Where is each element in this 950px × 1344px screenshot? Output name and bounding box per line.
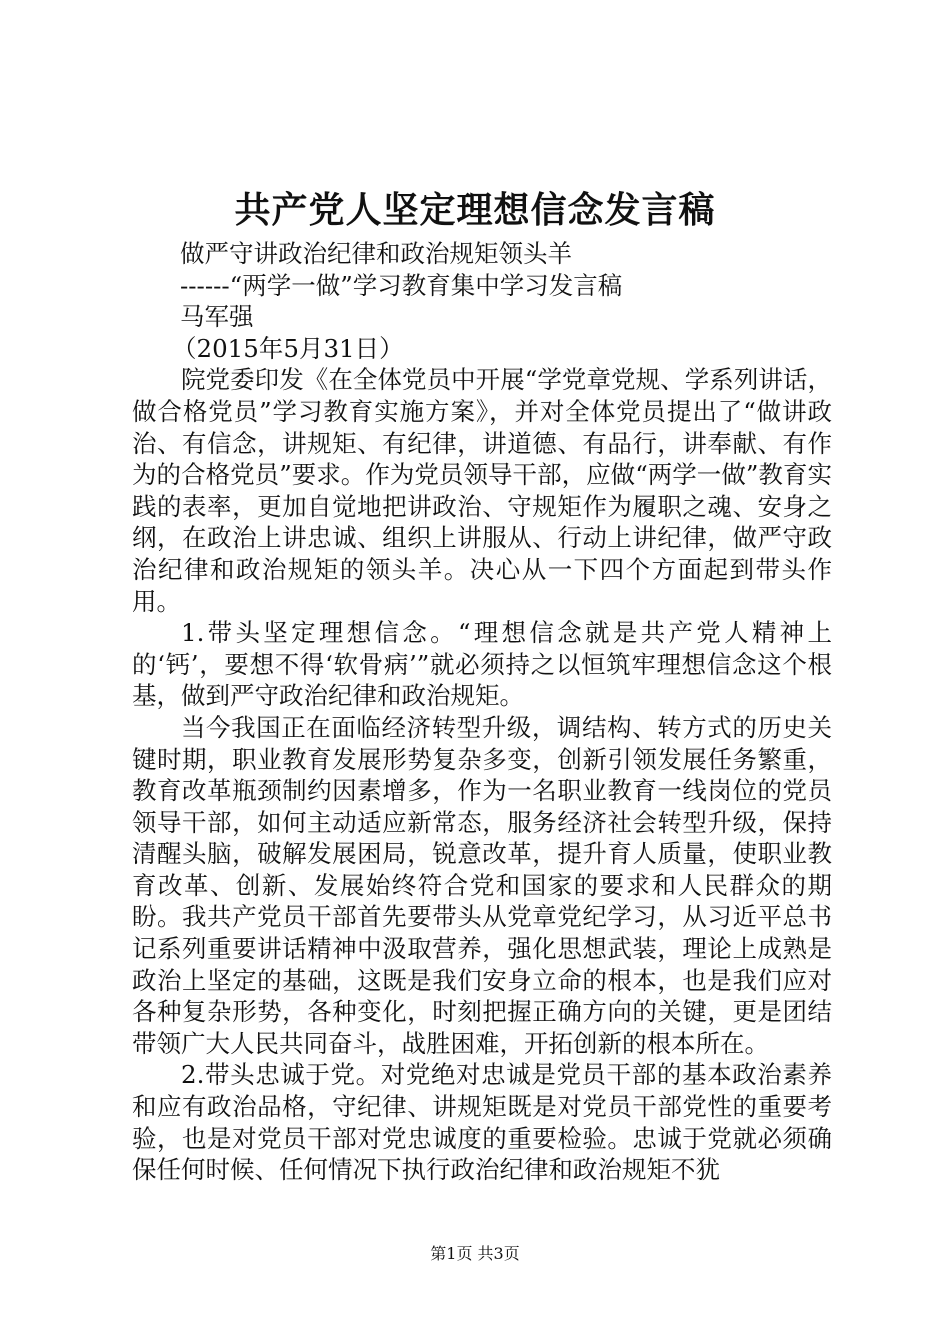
document-title: 共产党人坚定理想信念发言稿 [234,189,716,231]
subtitle-line-2: ------“两学一做”学习教育集中学习发言稿 [180,270,623,300]
paragraph-point-1: 1.带头坚定理想信念。“理想信念就是共产党人精神上的‘钙’，要想不得‘软骨病’”就必须持之以恒筑牢理想信念这个根基，做到严守政治纪律和政治规矩。 [132,618,832,711]
subtitle: 做严守讲政治纪律和政治规矩领头羊 [180,239,572,268]
page-footer: 第1页 共3页 [430,1244,520,1263]
paragraph-point-2: 2.带头忠诚于党。对党绝对忠诚是党员干部的基本政治素养和应有政治品格，守纪律、讲规矩既是对党员干部党性的重要考验，也是对党员干部对党忠诚度的重要检验。忠诚于党就必须确保任何时候、任何情况下执行政治纪律和政治规矩不犹 [132,1060,832,1185]
date: （2015年5月31日） [172,333,404,363]
author: 马军强 [180,302,254,332]
paragraph-context: 当今我国正在面临经济转型升级，调结构、转方式的历史关键时期，职业教育发展形势复杂多变，创新引领发展任务繁重，教育改革瓶颈制约因素增多，作为一名职业教育一线岗位的党员领导干部，如何主动适应新常态，服务经济社会转型升级，保持清醒头脑，破解发展困局，锐意改革，提升育人质量，使职业教育改革、创新、发展始终符合党和国家的要求和人民群众的期盼。我共产党员干部首先要带头从党章党纪学习，从习近平总书记系列重要讲话精神中汲取营养，强化思想武装，理论上成熟是政治上坚定的基础，这既是我们安身立命的根本，也是我们应对各种复杂形势，各种变化，时刻把握正确方向的关键，更是团结带领广大人民共同奋斗，战胜困难，开拓创新的根本所在。 [132,712,832,1058]
document-body [132,238,832,1186]
paragraph-intro: 院党委印发《在全体党员中开展“学党章党规、学系列讲话，做合格党员”学习教育实施方案》，并对全体党员提出了“做讲政治、有信念，讲规矩、有纪律，讲道德、有品行，讲奉献、有作为的合格党员”要求。作为党员领导干部，应做“两学一做”教育实践的表率，更加自觉地把讲政治、守规矩作为履职之魂、安身之纲，在政治上讲忠诚、组织上讲服从、行动上讲纪律，做严守政治纪律和政治规矩的领头羊。决心从一下四个方面起到带头作用。 [132,365,832,616]
